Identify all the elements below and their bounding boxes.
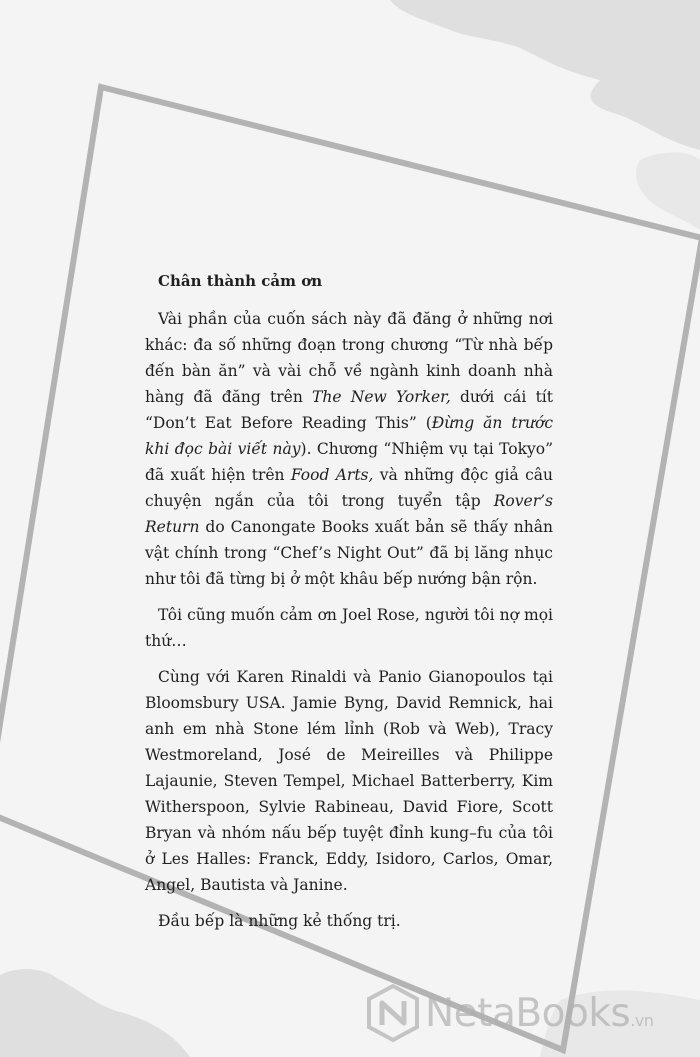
italic-title-text: The New Yorker, (312, 388, 451, 406)
paragraph-text-run: và những độc giả câu chuyện ngắn của tôi trong tuyển tập (145, 466, 553, 510)
acknowledgements-section (145, 272, 553, 944)
paragraph-text-run: ). Chương “Nhiệm vụ tại Tokyo” đã xuất hiện trên (145, 440, 553, 484)
netabooks-logo-icon (365, 983, 421, 1043)
section-heading: Chân thành cảm ơn (158, 272, 323, 290)
paragraph-text-run: Vài phần của cuốn sách này đã đăng ở những nơi khác: đa số những đoạn trong chương “Từ nhà bếp đến bàn ăn” và vài chỗ về ngành kinh doanh nhà hàng đã đăng trên (145, 310, 553, 406)
paragraph-closing: Đầu bếp là những kẻ thống trị. (158, 912, 401, 930)
paragraph-text-run: dưới cái tít “Don’t Eat Before Reading This” ( (145, 388, 553, 432)
watermark-brand: NetaBooks (425, 991, 631, 1036)
italic-title-text: Rover’s Return (145, 492, 553, 536)
watermark-suffix: .vn (630, 1011, 654, 1030)
italic-title-text: Food Arts, (290, 466, 374, 484)
paragraph-publications (145, 306, 553, 592)
paragraph-thanks-list: Cùng với Karen Rinaldi và Panio Gianopoulos tại Bloomsbury USA. Jamie Byng, David Remnick, hai anh em nhà Stone lém lỉnh (Rob và Web), Tracy Westmoreland, José de Meireilles và Philippe Lajaunie, Steven Tempel, Michael Batterberry, Kim Witherspoon, Sylvie Rabineau, David Fiore, Scott Bryan và nhóm nấu bếp tuyệt đỉnh kung–fu của tôi ở Les Halles: Franck, Eddy, Isidoro, Carlos, Omar, Angel, Bautista và Janine. (145, 668, 553, 894)
watermark-text (425, 991, 653, 1036)
paragraph-text-run: do Canongate Books xuất bản sẽ thấy nhân vật chính trong “Chef’s Night Out” đã bị lăng nhục như tôi đã từng bị ở một khâu bếp nướng bận rộn. (145, 518, 553, 588)
italic-title-text: Đừng ăn trước khi đọc bài viết này (145, 414, 554, 458)
paragraph-joel-rose: Tôi cũng muốn cảm ơn Joel Rose, người tôi nợ mọi thứ… (145, 606, 553, 650)
netabooks-watermark (365, 983, 695, 1043)
